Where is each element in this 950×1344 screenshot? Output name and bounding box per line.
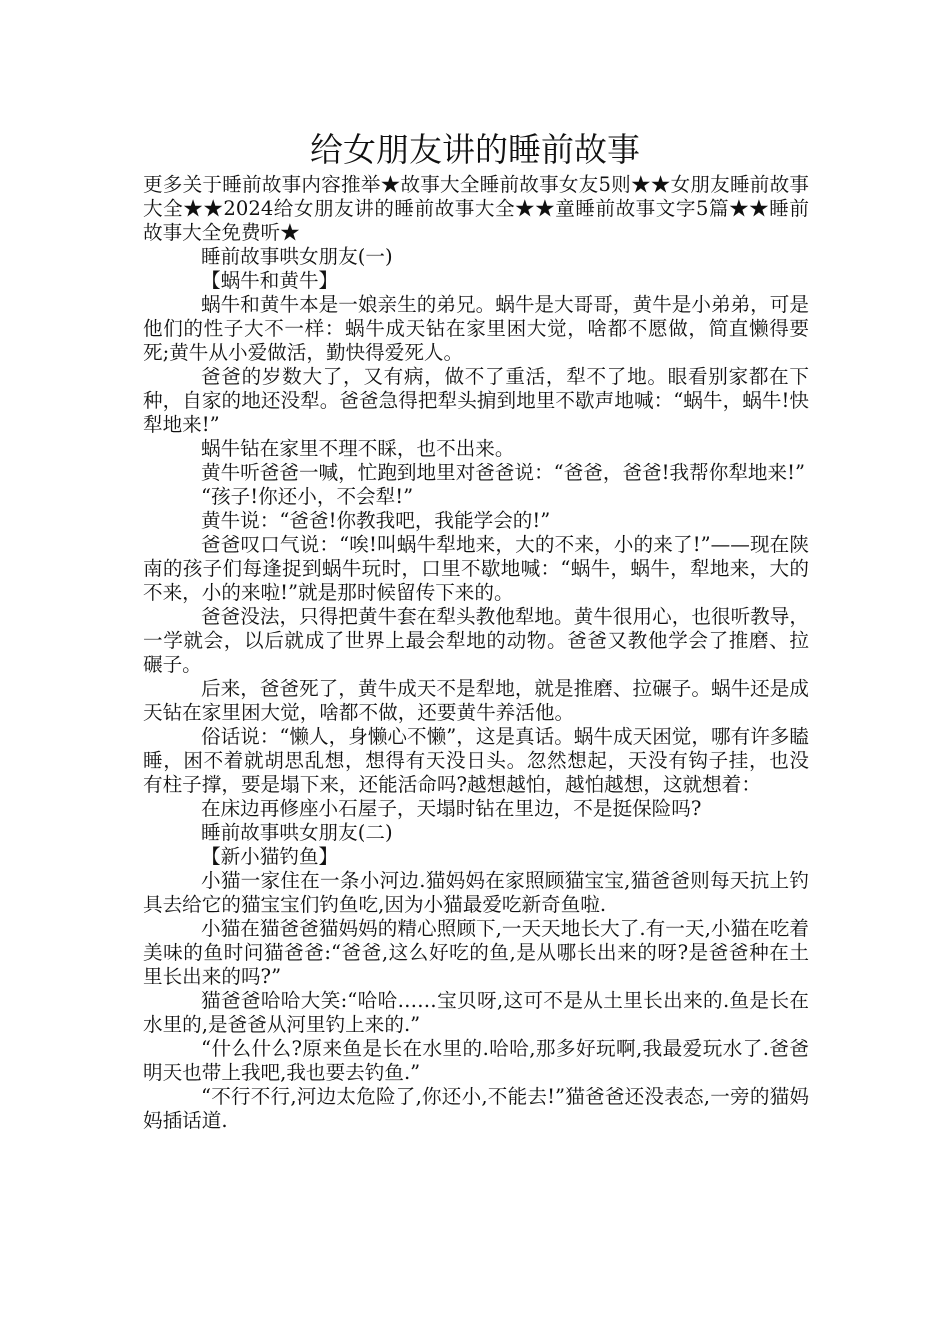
paragraph: 小猫一家住在一条小河边.猫妈妈在家照顾猫宝宝,猫爸爸则每天抗上钓具去给它的猫宝宝们钓鱼吃,因为小猫最爱吃新奇鱼啦. <box>143 869 809 916</box>
paragraph: 睡前故事哄女朋友(二) <box>201 821 393 844</box>
page-title: 给女朋友讲的睡前故事 <box>310 130 640 169</box>
paragraph: “不行不行,河边太危险了,你还小,不能去!”猫爸爸还没表态,一旁的猫妈妈插话道. <box>143 1085 809 1132</box>
paragraph: 后来，爸爸死了，黄牛成天不是犁地，就是推磨、拉碾子。蜗牛还是成天钻在家里困大觉，啥都不做，还要黄牛养活他。 <box>143 677 809 724</box>
paragraph: 睡前故事哄女朋友(一) <box>201 245 393 268</box>
paragraph: 更多关于睡前故事内容推举★故事大全睡前故事女友5则★★女朋友睡前故事大全★★2024给女朋友讲的睡前故事大全★★童睡前故事文字5篇★★睡前故事大全免费听★ <box>143 173 809 244</box>
paragraph: 在床边再修座小石屋子，天塌时钻在里边，不是挺保险吗? <box>201 797 702 820</box>
paragraph: 爸爸没法，只得把黄牛套在犁头教他犁地。黄牛很用心，也很听教导，一学就会，以后就成了世界上最会犁地的动物。爸爸又教他学会了推磨、拉碾子。 <box>143 605 809 676</box>
paragraph: 小猫在猫爸爸猫妈妈的精心照顾下,一天天地长大了.有一天,小猫在吃着美味的鱼时问猫爸爸:“爸爸,这么好吃的鱼,是从哪长出来的呀?是爸爸种在土里长出来的吗?” <box>143 917 809 988</box>
paragraph: 俗话说：“懒人，身懒心不懒”，这是真话。蜗牛成天困觉，哪有许多瞌睡，困不着就胡思乱想，想得有天没日头。忽然想起，天没有钩子挂，也没有柱子撑，要是塌下来，还能活命吗?越想越怕，越怕越想，这就想着： <box>143 725 809 796</box>
article-body <box>143 173 809 1133</box>
paragraph: 爸爸的岁数大了，又有病，做不了重活，犁不了地。眼看别家都在下种，自家的地还没犁。爸爸急得把犁头掮到地里不歇声地喊：“蜗牛，蜗牛!快犁地来!” <box>143 365 809 436</box>
paragraph: 黄牛说：“爸爸!你教我吧，我能学会的!” <box>201 509 551 532</box>
paragraph: 蜗牛和黄牛本是一娘亲生的弟兄。蜗牛是大哥哥，黄牛是小弟弟，可是他们的性子大不一样：蜗牛成天钻在家里困大觉，啥都不愿做，简直懒得要死;黄牛从小爱做活，勤快得爱死人。 <box>143 293 809 364</box>
paragraph: “什么什么?原来鱼是长在水里的.哈哈,那多好玩啊,我最爱玩水了.爸爸明天也带上我吧,我也要去钓鱼.” <box>143 1037 809 1084</box>
paragraph: 【蜗牛和黄牛】 <box>201 269 339 292</box>
paragraph: 猫爸爸哈哈大笑:“哈哈……宝贝呀,这可不是从土里长出来的.鱼是长在水里的,是爸爸从河里钓上来的.” <box>143 989 809 1036</box>
paragraph: 爸爸叹口气说：“唉!叫蜗牛犁地来，大的不来，小的来了!”——现在陕南的孩子们每逢捉到蜗牛玩时，口里不歇地喊：“蜗牛，蜗牛，犁地来，大的不来，小的来啦!”就是那时候留传下来的。 <box>143 533 809 604</box>
paragraph: 黄牛听爸爸一喊，忙跑到地里对爸爸说：“爸爸，爸爸!我帮你犁地来!” <box>201 461 805 484</box>
paragraph: 蜗牛钻在家里不理不睬，也不出来。 <box>201 437 515 460</box>
paragraph: “孩子!你还小，不会犁!” <box>201 485 414 508</box>
paragraph: 【新小猫钓鱼】 <box>201 845 339 868</box>
